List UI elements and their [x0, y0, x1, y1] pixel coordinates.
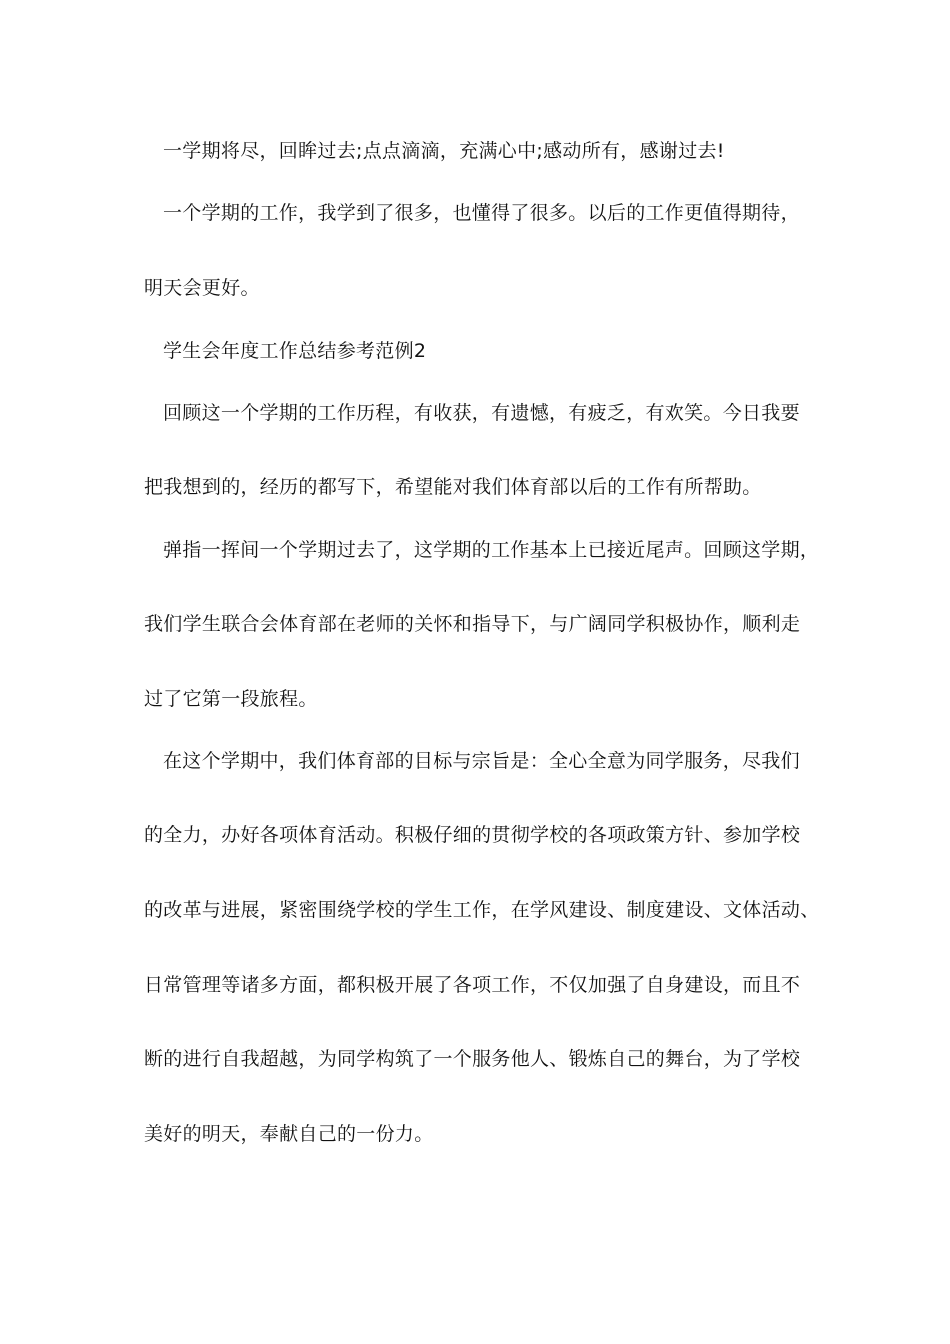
paragraph-5-line-2: 的全力，办好各项体育活动。积极仔细的贯彻学校的各项政策方针、参加学校 [144, 824, 801, 846]
paragraph-2-line-1: 一个学期的工作，我学到了很多，也懂得了很多。以后的工作更值得期待， [163, 202, 800, 224]
paragraph-4-line-3: 过了它第一段旅程。 [144, 688, 318, 710]
paragraph-4-line-1: 弹指一挥间一个学期过去了，这学期的工作基本上已接近尾声。回顾这学期， [163, 539, 820, 561]
paragraph-5-line-3: 的改革与进展，紧密围绕学校的学生工作，在学风建设、制度建设、文体活动、 [144, 899, 820, 921]
paragraph-5-line-4: 日常管理等诸多方面，都积极开展了各项工作，不仅加强了自身建设，而且不 [144, 974, 801, 996]
paragraph-5-line-6: 美好的明天，奉献自己的一份力。 [144, 1123, 434, 1145]
paragraph-5-line-5: 断的进行自我超越，为同学构筑了一个服务他人、锻炼自己的舞台，为了学校 [144, 1048, 801, 1070]
paragraph-5-line-1: 在这个学期中，我们体育部的目标与宗旨是：全心全意为同学服务，尽我们 [163, 750, 800, 772]
paragraph-2-line-2: 明天会更好。 [144, 277, 260, 299]
paragraph-3-line-2: 把我想到的，经历的都写下，希望能对我们体育部以后的工作有所帮助。 [144, 476, 762, 498]
paragraph-1-line-1: 一学期将尽，回眸过去;点点滴滴，充满心中;感动所有，感谢过去! [163, 140, 725, 162]
paragraph-3-line-1: 回顾这一个学期的工作历程，有收获，有遗憾，有疲乏，有欢笑。今日我要 [163, 402, 800, 424]
section-heading: 学生会年度工作总结参考范例2 [163, 340, 427, 362]
paragraph-4-line-2: 我们学生联合会体育部在老师的关怀和指导下，与广阔同学积极协作，顺利走 [144, 613, 801, 635]
